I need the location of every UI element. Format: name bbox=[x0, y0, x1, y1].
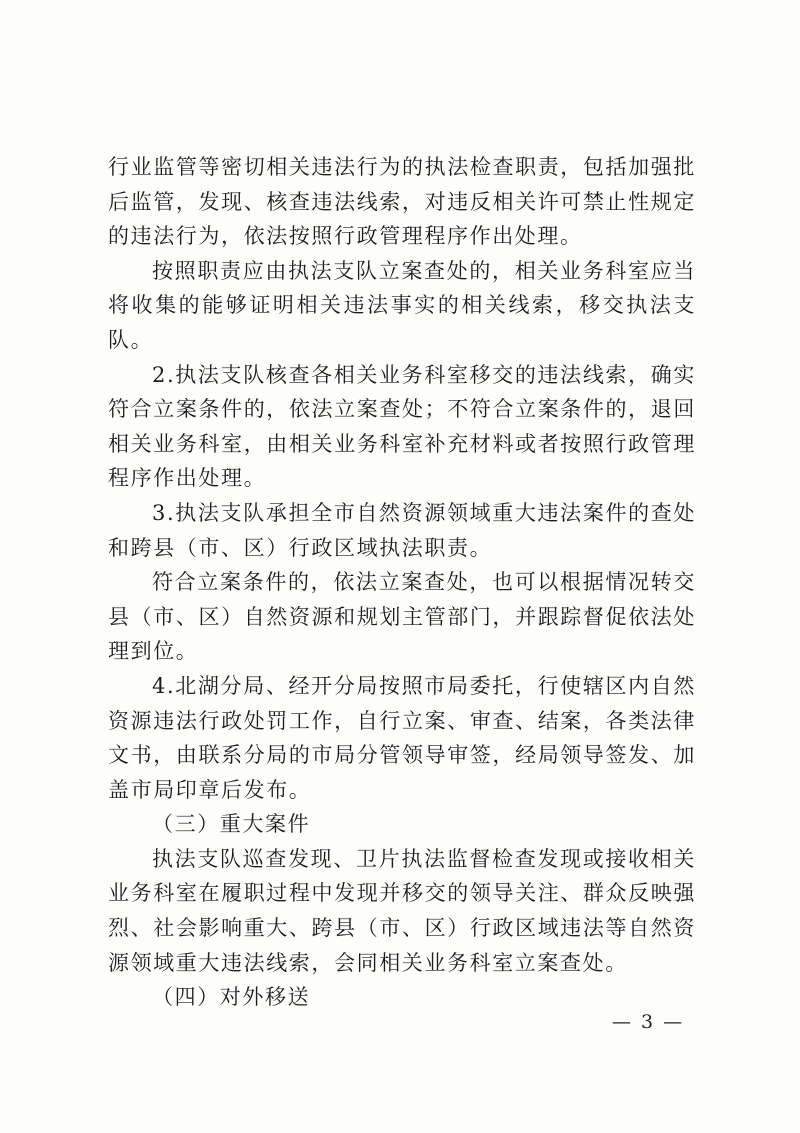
page-number: — 3 — bbox=[612, 1011, 685, 1033]
paragraph-item-4: 4.北湖分局、经开分局按照市局委托，行使辖区内自然资源违法行政处罚工作，自行立案、审查、结案，各类法律文书，由联系分局的市局分管领导审签，经局领导签发、加盖市局印章后发布。 bbox=[108, 673, 696, 802]
document-body bbox=[108, 150, 696, 1015]
section-heading-major-cases: （三）重大案件 bbox=[152, 812, 311, 837]
paragraph-case-handover: 按照职责应由执法支队立案查处的，相关业务科室应当将收集的能够证明相关违法事实的相关线索，移交执法支队。 bbox=[108, 258, 696, 352]
section-heading-external-transfer: （四）对外移送 bbox=[152, 985, 311, 1010]
paragraph-item-3: 3.执法支队承担全市自然资源领域重大违法案件的查处和跨县（市、区）行政区域执法职责。 bbox=[108, 500, 696, 560]
paragraph-item-2: 2.执法支队核查各相关业务科室移交的违法线索，确实符合立案条件的，依法立案查处；不符合立案条件的，退回相关业务科室，由相关业务科室补充材料或者按照行政管理程序作出处理。 bbox=[108, 362, 696, 491]
paragraph-continuation: 行业监管等密切相关违法行为的执法检查职责，包括加强批后监管，发现、核查违法线索，对违反相关许可禁止性规定的违法行为，依法按照行政管理程序作出处理。 bbox=[108, 155, 696, 249]
paragraph-major-cases: 执法支队巡查发现、卫片执法监督检查发现或接收相关业务科室在履职过程中发现并移交的领导关注、群众反映强烈、社会影响重大、跨县（市、区）行政区域违法等自然资源领域重大违法线索，会同相关业务科室立案查处。 bbox=[108, 846, 696, 975]
paragraph-transfer-county: 符合立案条件的，依法立案查处，也可以根据情况转交县（市、区）自然资源和规划主管部门，并跟踪督促依法处理到位。 bbox=[108, 570, 696, 664]
